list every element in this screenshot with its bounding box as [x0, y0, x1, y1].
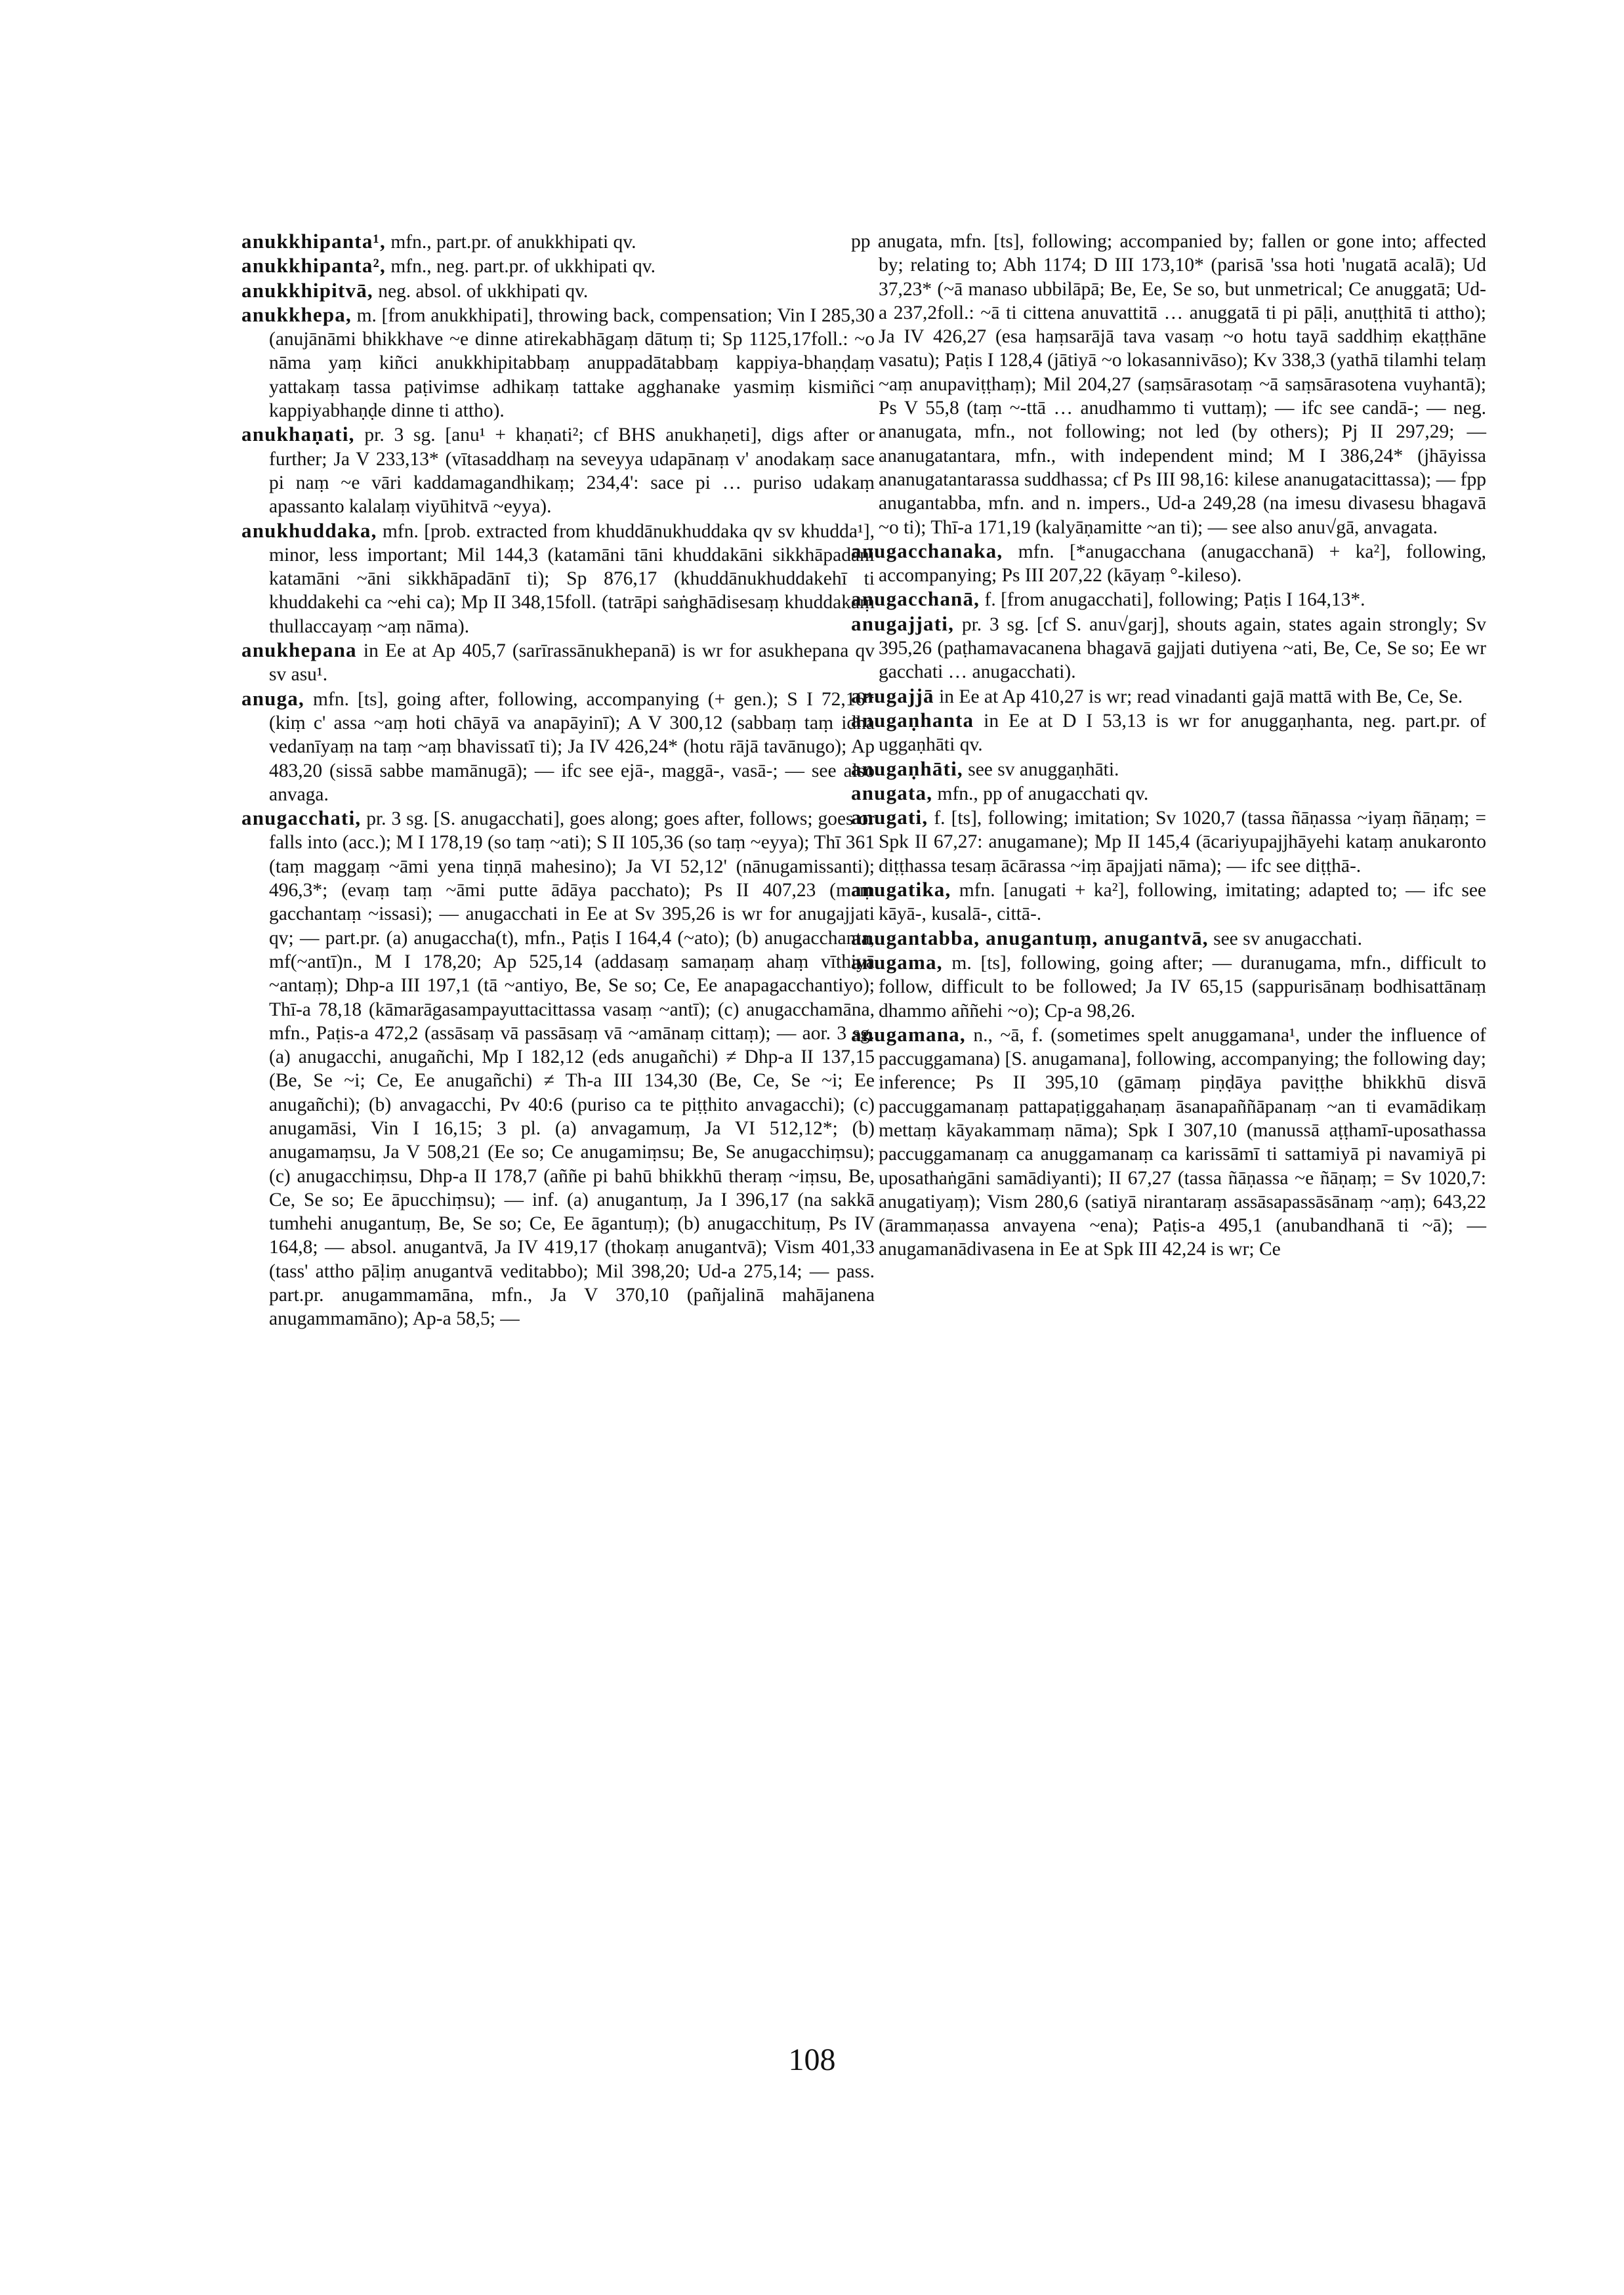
entry-headword: anukkhipitvā, — [241, 278, 373, 302]
dictionary-entry — [851, 757, 1486, 781]
entry-headword: anugamana, — [851, 1022, 966, 1046]
dictionary-entry — [851, 951, 1486, 1023]
entry-headword: anuga, — [241, 686, 304, 710]
dictionary-entry — [851, 612, 1486, 684]
entry-headword: anugata, — [851, 781, 933, 804]
entry-definition: n., ~ā, f. (sometimes spelt anuggamana¹, under the influence of paccuggamana) [S. anugamana], following, accompanying; the following day; inference; Ps II 395,10 (gāmaṃ piṇḍāya paviṭṭhe bhikkhū disvā paccuggamanaṃ pattapaṭiggahaṇaṃ āsanapaññāpanaṃ ~an ti evamādikaṃ mettaṃ kāyakammaṃ nāma); Spk I 307,10 (manussā aṭṭhamī-uposathassa paccuggamanaṃ ca anuggamanaṃ ca karissāmī ti sattamiyā pi navamiyā pi uposathaṅgāni samādiyanti); II 67,27 (tassa ñāṇassa ~e ñāṇaṃ; = Sv 1020,7: anugatiyaṃ); Vism 280,6 (satiyā nirantaraṃ assāsapassāsānaṃ ~aṃ); 643,22 (ārammaṇassa anvayena ~ena); Paṭis-a 495,1 (anubandhanā ti ~ā); — anugamanādivasena in Ee at Spk III 42,24 is wr; Ce — [879, 1024, 1487, 1260]
entry-headword: anukhuddaka, — [241, 518, 377, 542]
dictionary-entry — [851, 926, 1486, 951]
dictionary-entry — [241, 687, 875, 806]
entry-definition: in Ee at D I 53,13 is wr for anuggaṇhanta, neg. part.pr. of uggaṇhāti qv. — [879, 710, 1487, 756]
entry-headword: anugatika, — [851, 878, 951, 901]
dictionary-entry — [851, 1023, 1486, 1262]
entry-definition: f. [from anugacchati], following; Paṭis I 164,13*. — [984, 589, 1365, 611]
entry-headword: anukhepana — [241, 638, 357, 662]
right-column — [851, 230, 1486, 1262]
entry-headword: anukkhipanta², — [241, 254, 386, 278]
dictionary-entry — [851, 878, 1486, 926]
entry-definition: mfn., pp of anugacchati qv. — [937, 783, 1149, 804]
entry-headword: anugajjati, — [851, 611, 955, 635]
dictionary-entry — [241, 279, 875, 303]
entry-headword: anugaṇhanta — [851, 708, 974, 732]
entry-headword: anugacchanaka, — [851, 539, 1003, 562]
entry-headword: anugacchati, — [241, 806, 362, 830]
entry-definition: pp anugata, mfn. [ts], following; accompanied by; fallen or gone into; affected by; relating to; Abh 1174; D III 173,10* (parisā 'ssa hoti 'nugatā acalā); Ud 37,23* (~ā manaso ubbilāpā; Be, Ee, Se so, but unmetrical; Ce anuggatā; Ud-a 237,2foll.: ~ā ti cittena anuvattitā … anuggatā ti pi pāḷi, anuṭṭhitā ti attho); Ja IV 426,27 (esa haṃsarājā tava vasaṃ ~o hotu tayā saddhiṃ ekaṭṭhāne vasatu); Paṭis I 128,4 (jātiyā ~o lokasannivāso); Kv 338,3 (yathā tilamhi telaṃ ~aṃ anupaviṭṭhaṃ); Mil 204,27 (saṃsārasotaṃ ~ā saṃsārasotena vuyhantā); Ps V 55,8 (taṃ ~-ttā … anudhammo ti vuttaṃ); — ifc see candā-; — neg. ananugata, mfn., not following; not led (by others); Pj II 297,29; — ananugatantara, mfn., with independent mind; M I 386,24* (jhāyissa ananugatantarassa suddhassa; cf Ps III 98,16: kilese ananugatacittassa); — fpp anugantabba, mfn. and n. impers., Ud-a 249,28 (na imesu divasesu bhagavā ~o ti); Thī-a 171,19 (kalyāṇamitte ~an ti); — see also anu√gā, anvagata. — [851, 231, 1486, 538]
entry-headword: anugaṇhāti, — [851, 756, 963, 780]
dictionary-entry — [241, 254, 875, 278]
entry-definition: m. [from anukkhipati], throwing back, compensation; Vin I 285,30 (anujānāmi bhikkhave ~e dinne atirekabhāgaṃ dātuṃ ti; Sp 1125,17foll.: ~o nāma yaṃ kiñci anukkhipitabbaṃ anuppadātabbaṃ kappiya-bhaṇḍaṃ yattakaṃ tassa paṭivimse adhikaṃ tattake agghanake yasmiṃ kismiñci kappiyabhaṇḍe dinne ti attho). — [269, 304, 875, 422]
entry-headword: anugantabba, anugantuṃ, anugantvā, — [851, 926, 1209, 949]
left-column — [241, 230, 875, 1331]
entry-definition: mfn. [ts], going after, following, accompanying (+ gen.); S I 72,16* (kiṃ c' assa ~aṃ hoti chāyā va anapāyinī); A V 300,12 (sabbaṃ taṃ idha vedanīyaṃ na taṃ ~aṃ bhavissatī ti); Ja IV 426,24* (hotu rājā tavānugo); Ap 483,20 (sissā sabbe mamānugā); — ifc see ejā-, maggā-, vasā-; — see also anvaga. — [269, 688, 875, 805]
page-number: 108 — [788, 2042, 836, 2077]
entry-definition: mfn. [*anugacchana (anugacchanā) + ka²], following, accompanying; Ps III 207,22 (kāyaṃ °-kileso). — [879, 541, 1487, 587]
entry-headword: anukkhipanta¹, — [241, 230, 386, 253]
dictionary-entry — [851, 587, 1486, 611]
entry-definition: in Ee at Ap 410,27 is wr; read vinadanti gajā mattā with Be, Ce, Se. — [939, 686, 1463, 707]
entry-definition: f. [ts], following; imitation; Sv 1020,7 (tassa ñāṇassa ~iyaṃ ñāṇaṃ; = Spk II 67,27: anugamane); Mp II 145,4 (ācariyupajjhāyehi kataṃ anukaronto diṭṭhassa tesaṃ ācārassa ~iṃ āpajjati nāma); — ifc see diṭṭhā-. — [879, 808, 1486, 877]
entry-definition: see sv anugacchati. — [1213, 928, 1362, 949]
entry-headword: anugati, — [851, 806, 928, 829]
entry-definition: mfn. [anugati + ka²], following, imitating; adapted to; — ifc see kāyā-, kusalā-, cittā-. — [879, 880, 1487, 925]
dictionary-entry — [241, 638, 875, 687]
entry-headword: anukkhepa, — [241, 302, 352, 326]
dictionary-entry — [241, 230, 875, 254]
entry-definition: pr. 3 sg. [anu¹ + khaṇati²; cf BHS anukhaṇeti], digs after or further; Ja V 233,13* (vītasaddhaṃ na seveyya udapānaṃ v' anodakaṃ sace pi naṃ ~e vāri kaddamagandhikaṃ; 234,4': sace pi … puriso udakaṃ apassanto kalalaṃ viyūhitvā ~eyya). — [269, 424, 875, 518]
dictionary-entry — [851, 684, 1486, 709]
entry-definition: mfn., part.pr. of anukkhipati qv. — [390, 232, 636, 253]
entry-headword: anugajjā — [851, 684, 934, 707]
dictionary-entry — [241, 303, 875, 423]
entry-definition: neg. absol. of ukkhipati qv. — [378, 280, 589, 302]
dictionary-entry — [241, 806, 875, 1331]
dictionary-entry — [851, 806, 1486, 878]
entry-headword: anugacchanā, — [851, 587, 980, 611]
entry-definition: m. [ts], following, going after; — duranugama, mfn., difficult to follow, difficult to be followed; Ja IV 65,15 (sappurisānaṃ bodhisattānaṃ dhammo aññehi ~o); Cp-a 98,26. — [879, 952, 1487, 1022]
entry-headword: anugama, — [851, 950, 943, 974]
dictionary-entry — [851, 539, 1486, 588]
dictionary-entry — [851, 781, 1486, 806]
dictionary-entry — [851, 230, 1486, 539]
dictionary-entry — [851, 709, 1486, 757]
entry-headword: anukhaṇati, — [241, 423, 355, 446]
entry-definition: see sv anuggaṇhāti. — [968, 758, 1119, 780]
entry-definition: pr. 3 sg. [cf S. anu√garj], shouts again, states again strongly; Sv 395,26 (paṭhamavacanena bhagavā gajjati dutiyena ~ati, Be, Ce, Se so; Ee wr gacchati … anugacchati). — [879, 613, 1487, 683]
entry-definition: pr. 3 sg. [S. anugacchati], goes along; goes after, follows; goes or falls into (acc.); M I 178,19 (so taṃ ~ati); S II 105,36 (so taṃ ~eyya); Thī 361 (taṃ maggaṃ ~āmi yena tiṇṇā mahesino); Ja VI 52,12' (nānugamissanti); 496,3*; (evaṃ taṃ ~āmi putte ādāya pacchato); Ps II 407,23 (maṃ gacchantaṃ ~issasi); — anugacchati in Ee at Sv 395,26 is wr for anugajjati qv; — part.pr. (a) anugaccha(t), mfn., Paṭis I 164,4 (~ato); (b) anugacchanta, mf(~antī)n., M I 178,20; Ap 525,14 (addasaṃ samaṇaṃ ahaṃ vīthiyā ~antaṃ); Dhp-a III 197,1 (tā ~antiyo, Be, Se so; Ce, Ee anapagacchantiyo); Thī-a 78,18 (kāmarāgasampayuttacittassa vasaṃ ~antī); (c) anugacchamāna, mfn., Paṭis-a 472,2 (assāsaṃ vā passāsaṃ vā ~amānaṃ cittaṃ); — aor. 3 sg. (a) anugacchi, anugañchi, Mp I 182,12 (eds anugañchi) ≠ Dhp-a II 137,15 (Be, Se ~i; Ce, Ee anugañchi) ≠ Th-a III 134,30 (Be, Ce, Se ~i; Ee anugañchi); (b) anvagacchi, Pv 40:6 (puriso ca te piṭṭhito anvagacchi); (c) anugamāsi, Vin I 16,15; 3 pl. (a) anvagamuṃ, Ja VI 512,12*; (b) anugamaṃsu, Ja V 508,21 (Ee so; Ce anugamiṃsu; Be, Se anugacchiṃsu); (c) anugacchiṃsu, Dhp-a II 178,7 (aññe pi bahū bhikkhū theraṃ ~iṃsu, Be, Ce, Se so; Ee āpucchiṃsu); — inf. (a) anugantuṃ, Ja I 396,17 (na sakkā tumhehi anugantuṃ, Be, Se so; Ce, Ee āgantuṃ); (b) anugacchituṃ, Ps IV 164,8; — absol. anugantvā, Ja IV 419,17 (thokaṃ anugantvā); Vism 401,33 (tass' attho pāḷiṃ anugantvā veditabbo); Mil 398,20; Ud-a 275,14; — pass. part.pr. anugammamāna, mfn., Ja V 370,10 (pañjalinā mahājanena anugammamāno); Ap-a 58,5; — — [269, 808, 875, 1330]
dictionary-entry — [241, 423, 875, 518]
entry-definition: mfn., neg. part.pr. of ukkhipati qv. — [390, 256, 656, 278]
entry-definition: mfn. [prob. extracted from khuddānukhuddaka qv sv khudda¹], minor, less important; Mil 144,3 (katamāni tāni khuddakāni sikkhāpadāni katamāni ~āni sikkhāpadānī ti); Sp 876,17 (khuddānukhuddakehī ti khuddakehi ca ~ehi ca); Mp II 348,15foll. (tatrāpi saṅghādisesaṃ khuddakaṃ thullaccayaṃ ~aṃ nāma). — [269, 520, 875, 637]
entry-definition: in Ee at Ap 405,7 (sarīrassānukhepanā) is wr for asukhepana qv sv asu¹. — [269, 640, 875, 686]
dictionary-entry — [241, 519, 875, 638]
